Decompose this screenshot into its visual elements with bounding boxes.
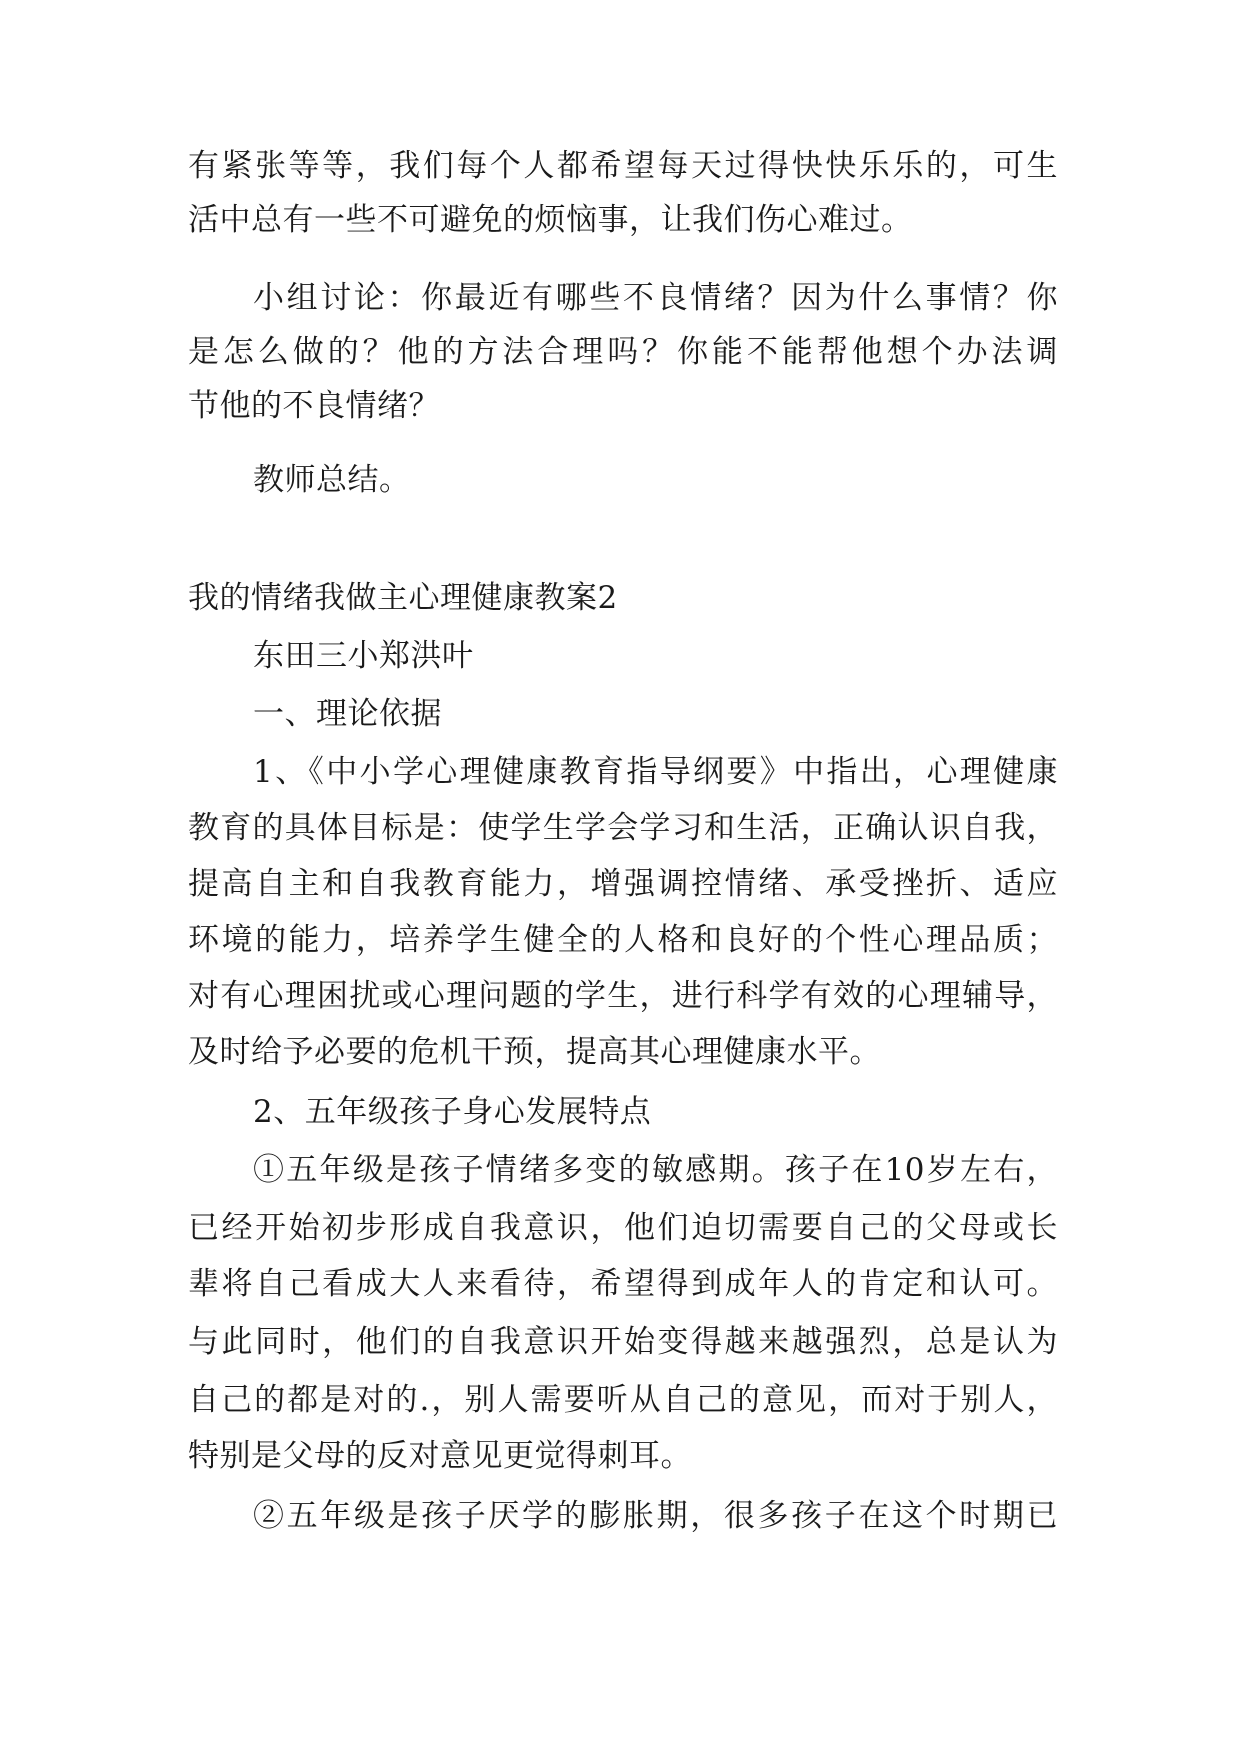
paragraph-line: 教师总结。	[253, 462, 411, 498]
section-heading: 一、理论依据	[253, 696, 442, 732]
paragraph-line: 节他的不良情绪？	[188, 388, 440, 424]
paragraph-line: 教育的具体目标是：使学生学会学习和生活，正确认识自我，	[188, 810, 1058, 846]
section-title: 我的情绪我做主心理健康教案2	[188, 580, 618, 616]
paragraph-line: 有紧张等等，我们每个人都希望每天过得快快乐乐的，可生	[188, 148, 1058, 184]
paragraph-line: 对有心理困扰或心理问题的学生，进行科学有效的心理辅导，	[188, 978, 1058, 1014]
paragraph-line: 与此同时，他们的自我意识开始变得越来越强烈，总是认为	[188, 1324, 1058, 1360]
paragraph-line: 小组讨论：你最近有哪些不良情绪？因为什么事情？你	[253, 280, 1058, 316]
paragraph-line: 特别是父母的反对意见更觉得刺耳。	[188, 1438, 692, 1474]
paragraph-line: 提高自主和自我教育能力，增强调控情绪、承受挫折、适应	[188, 866, 1058, 902]
paragraph-line: 自己的都是对的.，别人需要听从自己的意见，而对于别人，	[188, 1382, 1058, 1418]
paragraph-line: 及时给予必要的危机干预，提高其心理健康水平。	[188, 1034, 881, 1070]
paragraph-line: 是怎么做的？他的方法合理吗？你能不能帮他想个办法调	[188, 334, 1058, 370]
paragraph-line: 1、《中小学心理健康教育指导纲要》中指出，心理健康	[253, 754, 1058, 790]
paragraph-line: 辈将自己看成大人来看待，希望得到成年人的肯定和认可。	[188, 1266, 1058, 1302]
paragraph-line: ①五年级是孩子情绪多变的敏感期。孩子在10岁左右，	[253, 1152, 1058, 1188]
paragraph-line: 活中总有一些不可避免的烦恼事，让我们伤心难过。	[188, 202, 913, 238]
author-line: 东田三小郑洪叶	[253, 638, 474, 674]
section-heading: 2、五年级孩子身心发展特点	[253, 1094, 652, 1130]
paragraph-line: 已经开始初步形成自我意识，他们迫切需要自己的父母或长	[188, 1210, 1058, 1246]
paragraph-line: 环境的能力，培养学生健全的人格和良好的个性心理品质；	[188, 922, 1058, 958]
paragraph-line: ②五年级是孩子厌学的膨胀期，很多孩子在这个时期已	[253, 1498, 1058, 1534]
